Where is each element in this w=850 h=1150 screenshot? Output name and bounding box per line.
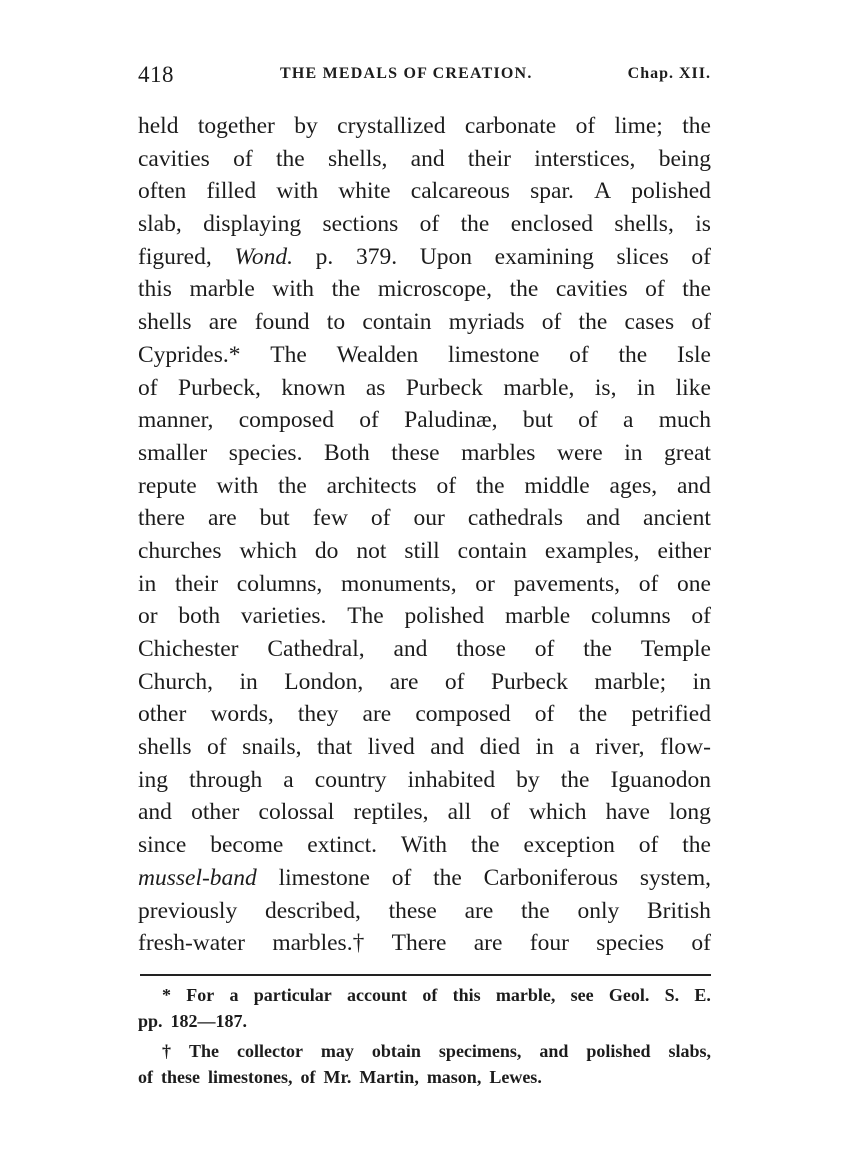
- body-line: slab, displaying sections of the enclosed shells, is: [138, 211, 711, 238]
- footnote-line: † The collector may obtain specimens, and polished slabs,: [162, 1040, 711, 1061]
- running-head: [138, 62, 711, 88]
- body-line: fresh-water marbles.† There are four species of: [138, 930, 711, 957]
- footnote-line: of these limestones, of Mr. Martin, mason, Lewes.: [138, 1066, 542, 1087]
- body-line: repute with the architects of the middle ages, and: [138, 472, 711, 499]
- body-line: shells of snails, that lived and died in a river, flow-: [138, 734, 711, 761]
- body-line: churches which do not still contain examples, either: [138, 537, 711, 564]
- body-line: held together by crystallized carbonate of lime; the: [138, 113, 711, 139]
- body-line: manner, composed of Paludinæ, but of a much: [138, 407, 711, 434]
- chapter-label: Chap. XII.: [627, 65, 711, 82]
- footnote-line: * For a particular account of this marble, see Geol. S. E.: [162, 984, 711, 1005]
- body-line: and other colossal reptiles, all of which have long: [138, 799, 711, 826]
- book-page: [138, 62, 711, 1090]
- body-line: shells are found to contain myriads of the cases of: [138, 309, 711, 336]
- body-line: figured, Wond. p. 379. Upon examining slices of: [138, 243, 711, 270]
- body-line: smaller species. Both these marbles were in great: [138, 439, 711, 466]
- running-title: THE MEDALS OF CREATION.: [280, 65, 533, 82]
- body-line: in their columns, monuments, or pavements, of one: [138, 570, 711, 597]
- body-line: Church, in London, are of Purbeck marble; in: [138, 668, 711, 695]
- body-line: Cyprides.* The Wealden limestone of the Isle: [138, 341, 711, 368]
- footnote-rule: [140, 974, 711, 976]
- body-line: since become extinct. With the exception of the: [138, 832, 711, 859]
- body-line: Chichester Cathedral, and those of the Temple: [138, 636, 711, 662]
- page-number: 418: [138, 62, 174, 87]
- body-line: other words, they are composed of the petrified: [138, 701, 711, 728]
- body-line: previously described, these are the only British: [138, 897, 711, 924]
- footnote-line: pp. 182—187.: [138, 1010, 248, 1031]
- body-text: [138, 110, 711, 960]
- body-line: there are but few of our cathedrals and ancient: [138, 505, 711, 532]
- body-line: or both varieties. The polished marble columns of: [138, 603, 711, 630]
- body-line: of Purbeck, known as Purbeck marble, is, in like: [138, 374, 711, 401]
- body-line: this marble with the microscope, the cavities of the: [138, 276, 711, 303]
- footnotes: [138, 982, 711, 1090]
- body-line: cavities of the shells, and their interstices, being: [138, 145, 711, 172]
- body-line: ing through a country inhabited by the Iguanodon: [138, 766, 711, 793]
- body-line: often filled with white calcareous spar. A polished: [138, 178, 711, 205]
- body-line: mussel-band limestone of the Carboniferous system,: [138, 864, 711, 891]
